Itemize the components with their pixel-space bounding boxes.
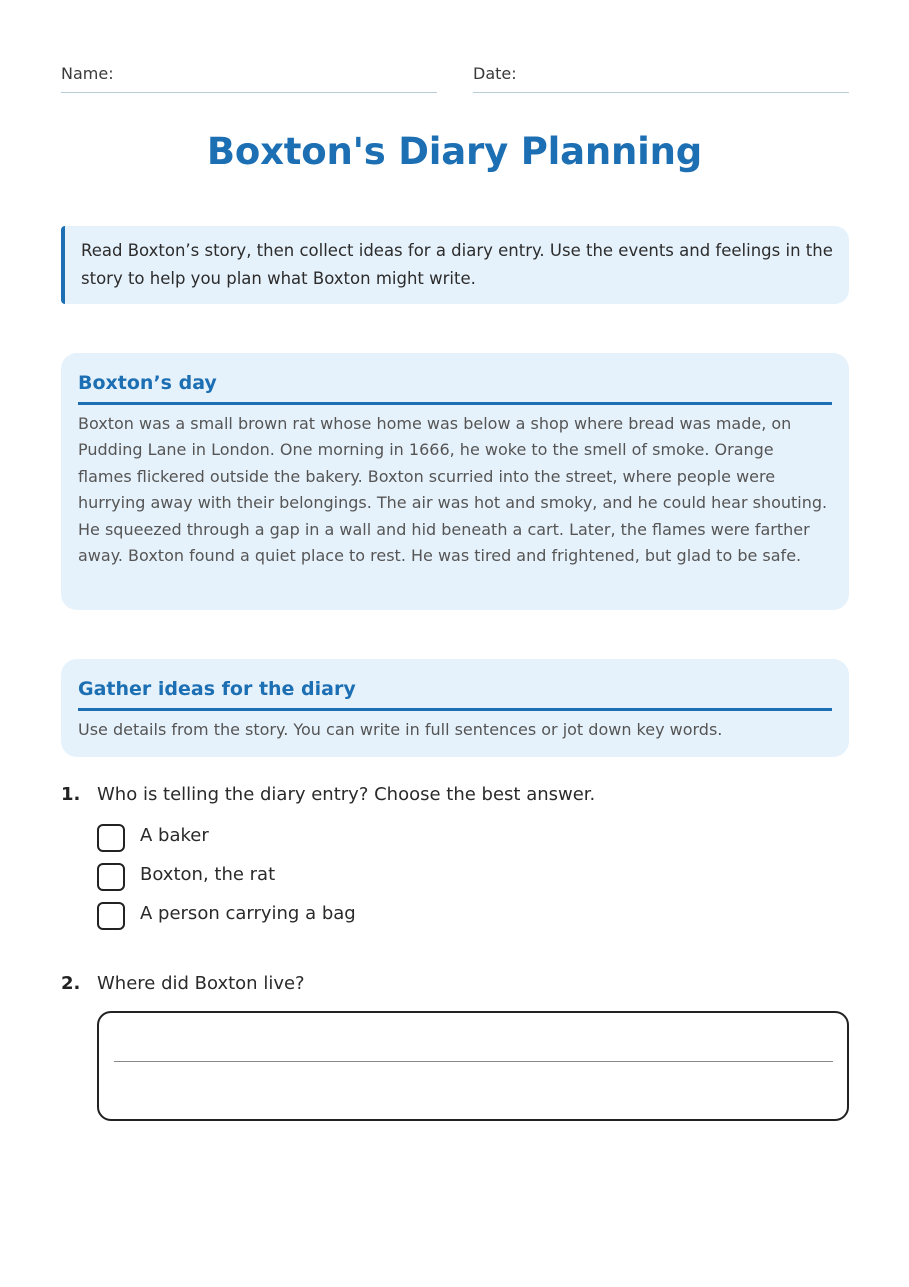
writing-line — [114, 1061, 833, 1062]
option-item[interactable] — [97, 861, 697, 900]
story-panel — [61, 353, 849, 610]
name-field[interactable] — [61, 62, 437, 93]
name-label: Name: — [61, 64, 114, 83]
question-number: 1. — [61, 784, 81, 805]
option-label: Boxton, the rat — [140, 864, 276, 885]
intro-callout: Read Boxton’s story, then collect ideas for a diary entry. Use the events and feelings in the story to help you plan what Boxton might write. — [61, 226, 849, 304]
question-number: 2. — [61, 973, 81, 994]
answer-options — [97, 822, 697, 939]
gather-panel — [61, 659, 849, 757]
story-heading: Boxton’s day — [78, 369, 832, 405]
checkbox[interactable] — [97, 863, 125, 891]
gather-heading: Gather ideas for the diary — [78, 675, 832, 711]
date-field[interactable] — [473, 62, 849, 93]
story-body: Boxton was a small brown rat whose home was below a shop where bread was made, on Pudding Lane in London. One morning in 1666, he woke to the smell of smoke. Orange flames flickered outside the bakery. Boxton scurried into the street, where people were hurrying away with their belongings. The air was hot and smoky, and he could hear shouting. He squeezed through a gap in a wall and hid beneath a cart. Later, the flames were farther away. Boxton found a quiet place to rest. He was tired and frightened, but glad to be safe. — [78, 414, 828, 566]
page-title: Boxton's Diary Planning — [206, 130, 703, 173]
option-label: A person carrying a bag — [140, 903, 356, 924]
question-text: Who is telling the diary entry? Choose the best answer. — [97, 784, 596, 805]
option-item[interactable] — [97, 822, 697, 861]
date-label: Date: — [473, 64, 517, 83]
header-fields — [61, 62, 849, 94]
gather-body: Use details from the story. You can write in full sentences or jot down key words. — [78, 720, 723, 739]
option-item[interactable] — [97, 900, 697, 939]
answer-box[interactable] — [97, 1011, 849, 1121]
checkbox[interactable] — [97, 824, 125, 852]
option-label: A baker — [140, 825, 209, 846]
checkbox[interactable] — [97, 902, 125, 930]
question-text: Where did Boxton live? — [97, 973, 305, 994]
